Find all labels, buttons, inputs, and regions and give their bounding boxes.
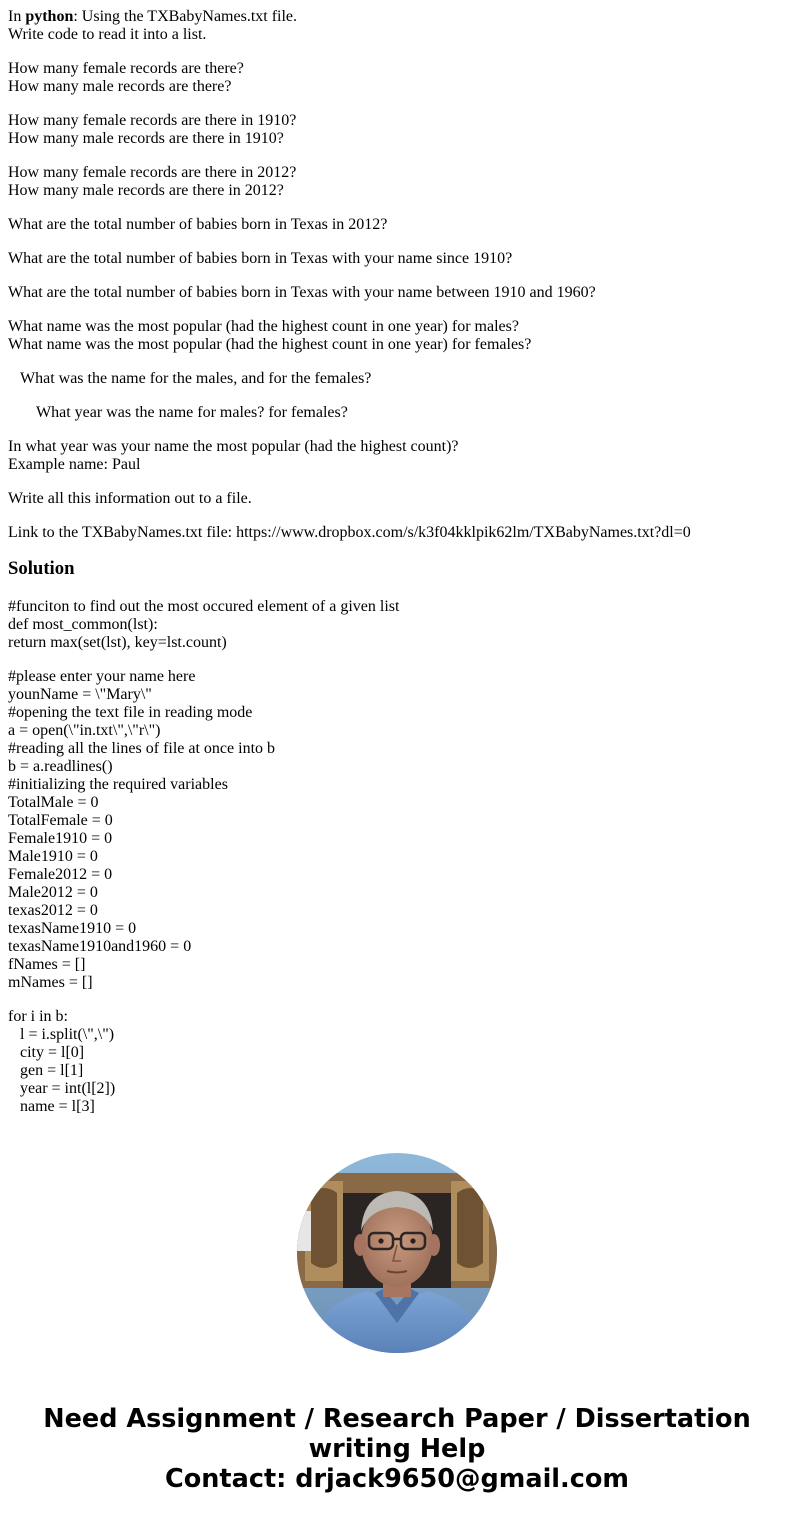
question-popular-females: What name was the most popular (had the highest count in one year) for females? (8, 336, 532, 353)
code-line: TotalMale = 0 (8, 794, 99, 811)
question-male-1910: How many male records are there in 1910? (8, 130, 284, 147)
code-line: #initializing the required variables (8, 776, 228, 793)
intro-suffix: : Using the TXBabyNames.txt file. (73, 8, 298, 25)
code-block-function (8, 598, 786, 652)
code-line: texas2012 = 0 (8, 902, 98, 919)
code-line: l = i.split(\",\") (20, 1026, 115, 1043)
intro-paragraph (8, 8, 786, 44)
intro-line-2: Write code to read it into a list. (8, 26, 207, 43)
promo-contact: Contact: drjack9650@gmail.com (165, 1464, 629, 1494)
question-male-total: How many male records are there? (8, 78, 232, 95)
solution-heading: Solution (8, 558, 75, 579)
question-totals (8, 60, 786, 96)
code-line: b = a.readlines() (8, 758, 113, 775)
example-name: Example name: Paul (8, 456, 141, 473)
code-line: name = l[3] (20, 1098, 95, 1115)
avatar-portrait-image (297, 1153, 497, 1353)
question-name-1910-1960: What are the total number of babies born in Texas with your name between 1910 and 1960? (8, 284, 596, 301)
question-male-2012: How many male records are there in 2012? (8, 182, 284, 199)
promo-line-1: Need Assignment / Research Paper / Dissertation (43, 1404, 751, 1434)
question-popular (8, 318, 786, 354)
question-female-total: How many female records are there? (8, 60, 244, 77)
intro-prefix: In (8, 8, 26, 25)
question-write-out: Write all this information out to a file. (8, 490, 252, 507)
code-line: #reading all the lines of file at once into b (8, 740, 276, 757)
avatar (297, 1153, 497, 1353)
promo-banner (0, 1404, 794, 1494)
question-female-2012: How many female records are there in 2012? (8, 164, 297, 181)
code-line: TotalFemale = 0 (8, 812, 113, 829)
question-popular-males: What name was the most popular (had the highest count in one year) for males? (8, 318, 519, 335)
question-name-which: What was the name for the males, and for the females? (20, 370, 372, 387)
question-your-name (8, 438, 786, 474)
code-line: #opening the text file in reading mode (8, 704, 253, 721)
question-2012 (8, 164, 786, 200)
code-block-setup (8, 668, 786, 992)
code-line: #funciton to find out the most occured element of a given list (8, 598, 400, 615)
promo-line-2: writing Help (308, 1434, 486, 1464)
code-line: younName = \"Mary\" (8, 686, 152, 703)
intro-language: python (25, 8, 74, 25)
code-line: for i in b: (8, 1008, 68, 1025)
question-name-since-1910: What are the total number of babies born in Texas with your name since 1910? (8, 250, 513, 267)
code-block-loop (8, 1008, 786, 1116)
code-line: a = open(\"in.txt\",\"r\") (8, 722, 161, 739)
code-line: Female2012 = 0 (8, 866, 113, 883)
code-line: fNames = [] (8, 956, 86, 973)
code-line: Female1910 = 0 (8, 830, 113, 847)
question-year-which: What year was the name for males? for females? (36, 404, 348, 421)
intro-line (8, 8, 786, 26)
question-female-1910: How many female records are there in 1910? (8, 112, 297, 129)
question-your-name-year: In what year was your name the most popular (had the highest count)? (8, 438, 459, 455)
code-line: Male1910 = 0 (8, 848, 98, 865)
code-line: texasName1910and1960 = 0 (8, 938, 192, 955)
code-line: texasName1910 = 0 (8, 920, 137, 937)
code-line: gen = l[1] (20, 1062, 84, 1079)
code-line: Male2012 = 0 (8, 884, 98, 901)
file-link: Link to the TXBabyNames.txt file: https://www.dropbox.com/s/k3f04kklpik62lm/TXBabyNames.txt?dl=0 (8, 524, 691, 541)
code-line: def most_common(lst): (8, 616, 158, 633)
question-total-2012: What are the total number of babies born in Texas in 2012? (8, 216, 388, 233)
question-1910 (8, 112, 786, 148)
code-line: city = l[0] (20, 1044, 85, 1061)
code-line: return max(set(lst), key=lst.count) (8, 634, 227, 651)
code-line: mNames = [] (8, 974, 93, 991)
code-line: year = int(l[2]) (20, 1080, 116, 1097)
code-line: #please enter your name here (8, 668, 196, 685)
